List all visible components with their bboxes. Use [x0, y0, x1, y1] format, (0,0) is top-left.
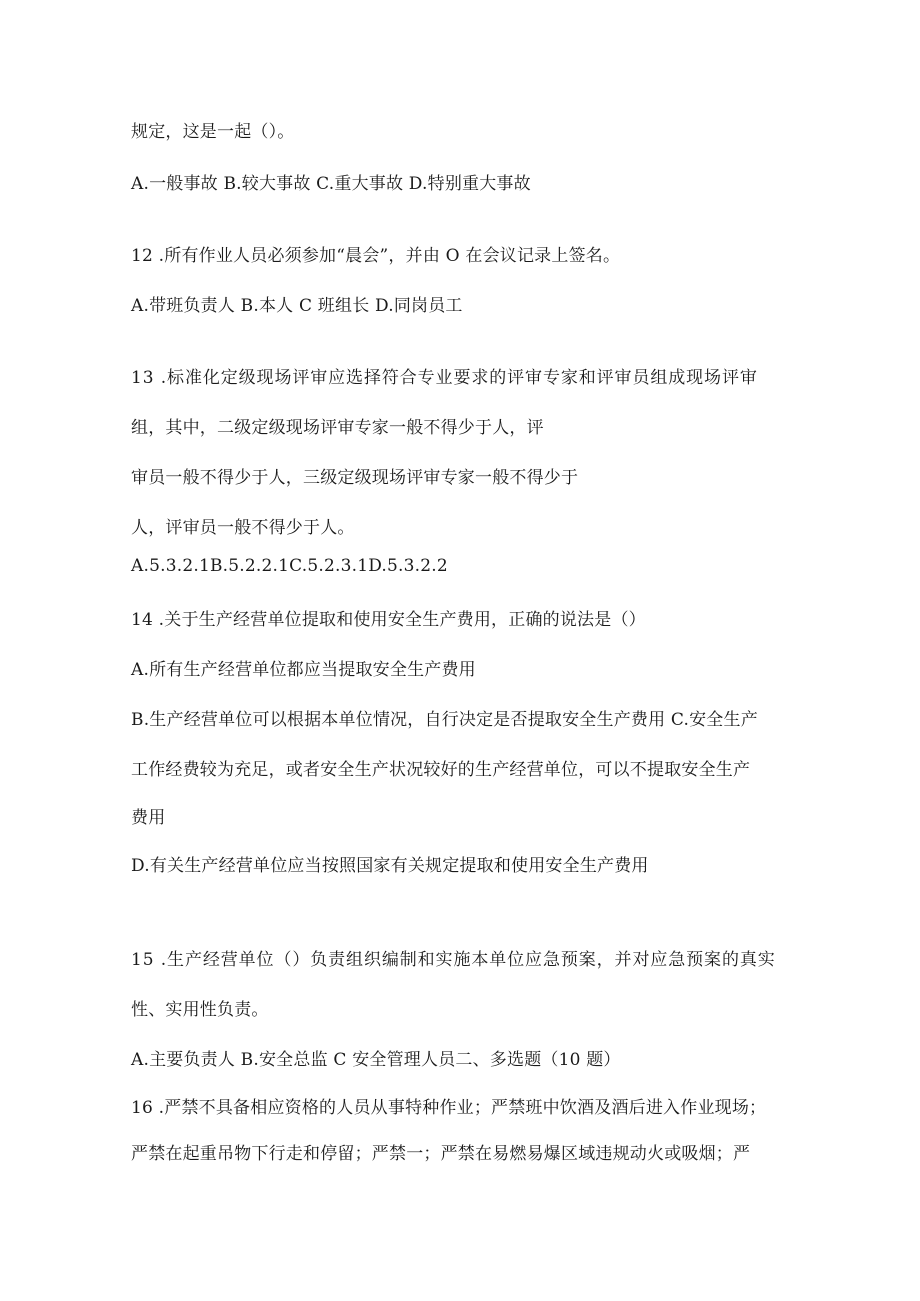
- text-line-q16: 16 .严禁不具备相应资格的人员从事特种作业；严禁班中饮酒及酒后进入作业现场；: [131, 1098, 767, 1118]
- text-line-q13-options: A.5.3.2.1B.5.2.2.1C.5.2.3.1D.5.3.2.2: [131, 556, 448, 576]
- text-line-q13-cont-1: 组，其中，二级定级现场评审专家一般不得少于人，评: [131, 418, 544, 438]
- text-line-q15-cont: 性、实用性负责。: [131, 1000, 269, 1020]
- text-line-q14-option-c: 工作经费较为充足，或者安全生产状况较好的生产经营单位，可以不提取安全生产: [131, 760, 751, 780]
- text-line-q14: 14 .关于生产经营单位提取和使用安全生产费用，正确的说法是（）: [131, 610, 646, 630]
- text-line-q14-option-c-end: 费用: [131, 808, 166, 828]
- text-line-q15-options: A.主要负责人 B.安全总监 C 安全管理人员二、多选题（10 题）: [131, 1050, 621, 1070]
- text-line-q12-options: A.带班负责人 B.本人 C 班组长 D.同岗员工: [131, 296, 463, 316]
- text-line-q15: 15 .生产经营单位（）负责组织编制和实施本单位应急预案，并对应急预案的真实: [131, 950, 776, 970]
- text-line-q14-option-d: D.有关生产经营单位应当按照国家有关规定提取和使用安全生产费用: [131, 856, 649, 876]
- text-line-q13-cont-3: 人，评审员一般不得少于人。: [131, 518, 355, 538]
- text-line-q11-options: A.一般事故 B.较大事故 C.重大事故 D.特别重大事故: [131, 174, 531, 194]
- text-line-q16-cont: 严禁在起重吊物下行走和停留；严禁一；严禁在易燃易爆区域违规动火或吸烟；严: [131, 1144, 751, 1164]
- text-line-q14-option-b: B.生产经营单位可以根据本单位情况，自行决定是否提取安全生产费用 C.安全生产: [131, 710, 758, 730]
- text-line-q12: 12 .所有作业人员必须参加“晨会”，并由 O 在会议记录上签名。: [131, 246, 621, 266]
- text-line-q11-continuation: 规定，这是一起（）。: [131, 122, 295, 142]
- text-line-q13-cont-2: 审员一般不得少于人，三级定级现场评审专家一般不得少于: [131, 468, 579, 488]
- text-line-q14-option-a: A.所有生产经营单位都应当提取安全生产费用: [131, 660, 476, 680]
- text-line-q13: 13 .标准化定级现场评审应选择符合专业要求的评审专家和评审员组成现场评审: [131, 368, 758, 388]
